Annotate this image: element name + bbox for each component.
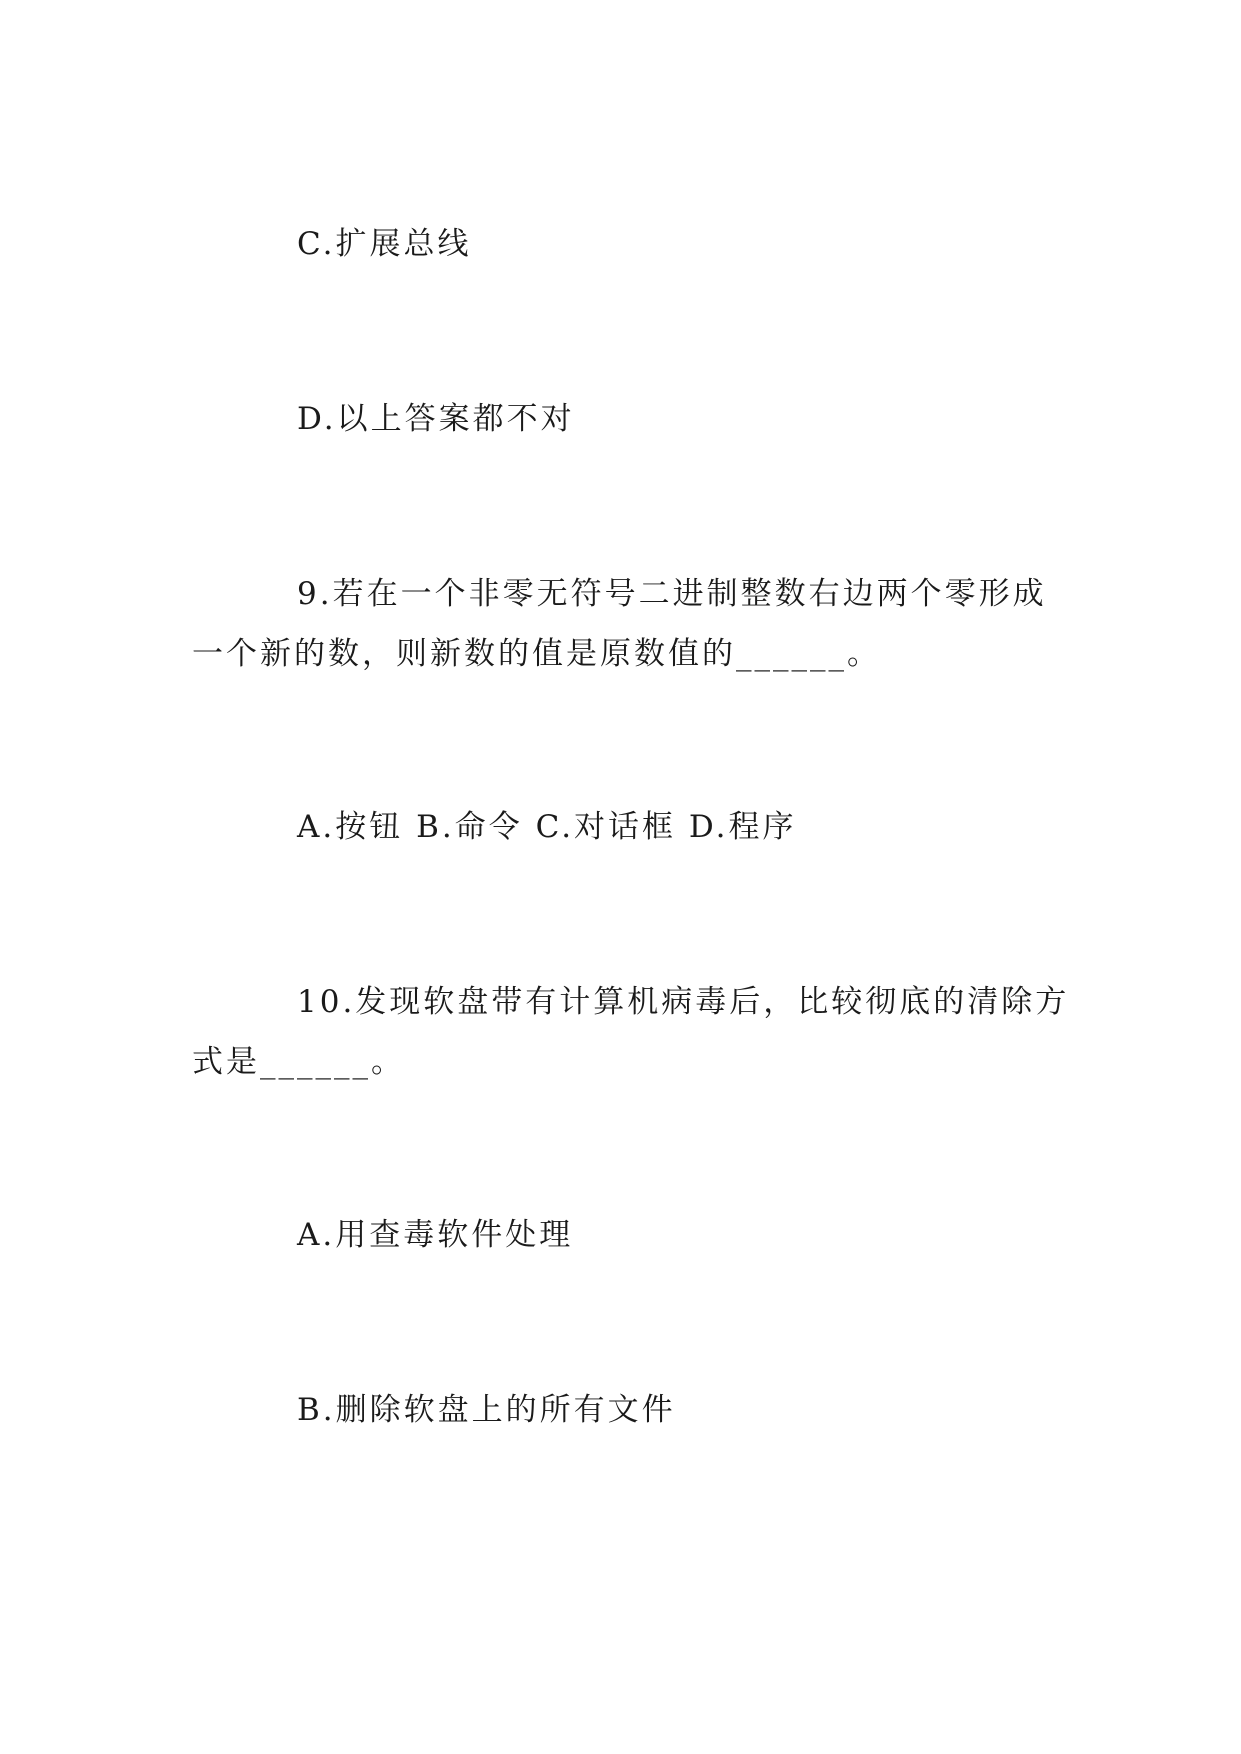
question-10-line-2: 式是______。 [192,1044,405,1080]
question-9-line-1: 9.若在一个非零无符号二进制整数右边两个零形成 [297,576,1047,612]
option-d-line: D.以上答案都不对 [297,401,575,437]
question-10-line-1: 10.发现软盘带有计算机病毒后，比较彻底的清除方 [297,984,1070,1020]
question-9-options: A.按钮 B.命令 C.对话框 D.程序 [297,809,797,845]
option-c-line: C.扩展总线 [297,226,472,262]
question-10-option-a: A.用查毒软件处理 [297,1217,574,1253]
question-9-line-2: 一个新的数，则新数的值是原数值的______。 [192,636,881,672]
question-10-option-b: B.删除软盘上的所有文件 [297,1392,676,1428]
